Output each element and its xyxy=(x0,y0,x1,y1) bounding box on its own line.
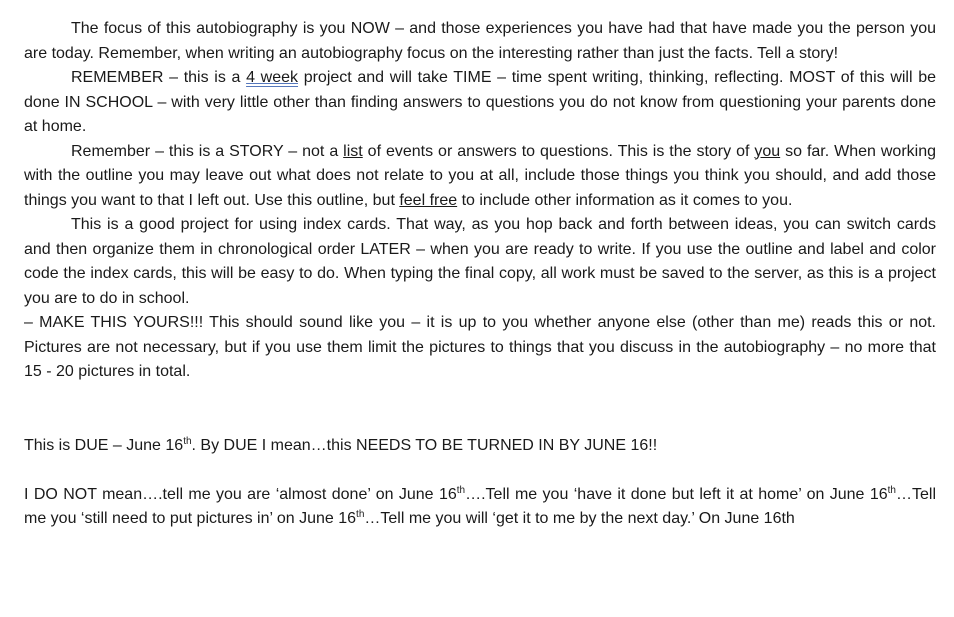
paragraph-remember-time xyxy=(24,66,936,140)
paragraph-due-date xyxy=(24,434,936,459)
text-run: so far. When working with the outline you may leave out what does not relate to you at all, include those things you think you should, and add those things you want to that I left out. Use this outline, but xyxy=(24,142,937,209)
superscript: th xyxy=(887,484,896,496)
superscript: th xyxy=(456,484,466,496)
superscript: th xyxy=(183,435,192,447)
text-run: REMEMBER – this is a xyxy=(71,69,247,86)
text-run: …Tell me you ‘still need to put pictures in’ on June 16 xyxy=(24,485,937,527)
paragraph-story xyxy=(24,140,936,214)
text-run: to include other information as it comes to you. xyxy=(457,191,793,209)
paragraph-make-yours: – MAKE THIS YOURS!!! This should sound like you – it is up to you whether anyone else (other than me) reads this or not. Pictures are not necessary, but if you use them limit the pictures to things that you discuss in the autobiography – no more that 15 - 20 pictures in total. xyxy=(24,314,936,380)
underlined-list: list xyxy=(343,142,363,160)
underlined-four-week: 4 week xyxy=(246,69,299,86)
text-run: . By DUE I mean…this NEEDS TO BE TURNED IN BY JUNE 16!! xyxy=(191,436,658,454)
text-run: project and will take TIME – time spent writing, thinking, reflecting. MOST of this will be done IN SCHOOL – with very little other than finding answers to questions you do not know from questioning your parents done at home. xyxy=(24,69,937,135)
document-page xyxy=(24,0,936,617)
superscript: th xyxy=(356,509,365,520)
text-run: of events or answers to questions. This is the story of xyxy=(362,142,755,160)
text-run: This is DUE – June 16 xyxy=(24,436,184,454)
text-run: I DO NOT mean….tell me you are ‘almost done’ on June 16 xyxy=(24,485,457,503)
text-run: …Tell me you will ‘get it to me by the next day.’ On June 16th xyxy=(364,510,795,527)
text-run: Remember – this is a STORY – not a xyxy=(71,142,344,160)
paragraph-do-not-mean xyxy=(24,483,936,532)
spacer xyxy=(24,385,936,434)
underlined-feel-free: feel free xyxy=(399,191,458,209)
paragraph-focus: The focus of this autobiography is you NOW – and those experiences you have had that have made you the person you are today. Remember, when writing an autobiography focus on the interesting rather than just the facts. Tell a story! xyxy=(24,20,936,62)
text-run: ….Tell me you ‘have it done but left it at home’ on June 16 xyxy=(465,485,888,503)
underlined-you: you xyxy=(754,142,781,160)
spacer xyxy=(24,458,936,483)
paragraph-index-cards: This is a good project for using index cards. That way, as you hop back and forth between ideas, you can switch cards and then organize them in chronological order LATER – when you are ready to write. If you use the outline and label and color code the index cards, this will be easy to do. When typing the final copy, all work must be saved to the server, as this is a project you are to do in school. xyxy=(24,216,936,307)
